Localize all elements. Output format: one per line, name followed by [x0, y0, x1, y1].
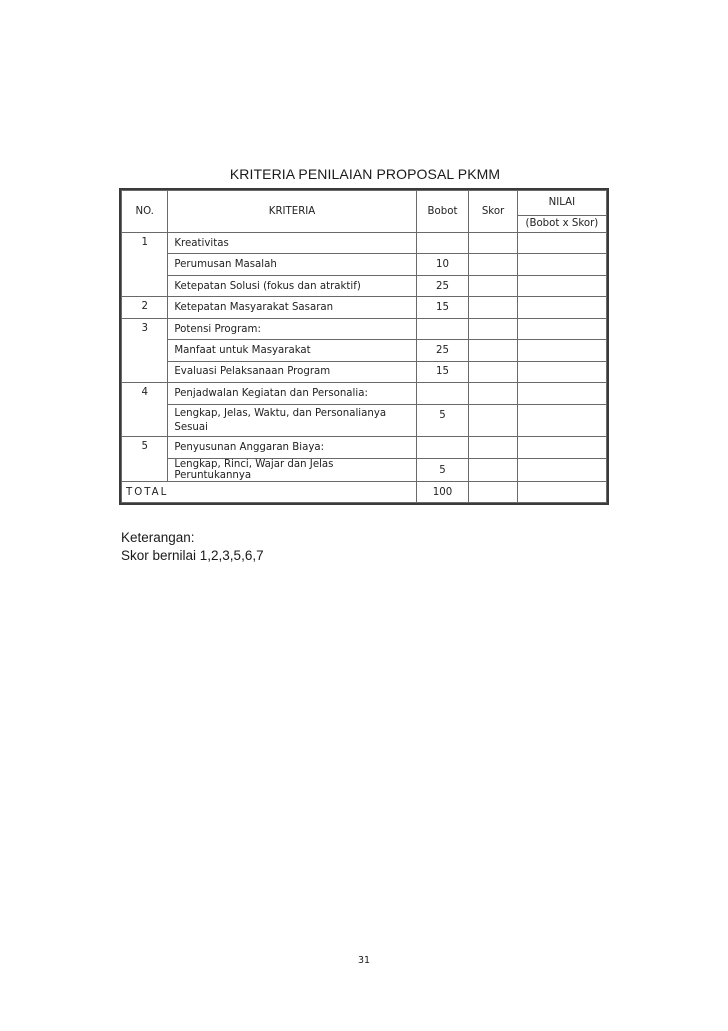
table-row: [122, 275, 607, 296]
table-row: [122, 297, 607, 318]
table-row: [122, 232, 607, 253]
nilai-cell[interactable]: [517, 297, 606, 318]
bobot-cell: [416, 318, 469, 339]
row-number: 2: [122, 297, 168, 318]
table-row: [122, 458, 607, 482]
skor-cell[interactable]: [469, 383, 517, 404]
bobot-cell: 5: [416, 458, 469, 482]
criteria-cell: Manfaat untuk Masyarakat: [168, 340, 416, 361]
bobot-cell: 25: [416, 340, 469, 361]
criteria-cell: Penjadwalan Kegiatan dan Personalia:: [168, 383, 416, 404]
bobot-cell: 5: [416, 404, 469, 437]
criteria-table: [119, 188, 609, 505]
skor-cell[interactable]: [469, 318, 517, 339]
total-row: [122, 482, 607, 503]
table-row: [122, 383, 607, 404]
nilai-cell[interactable]: [517, 318, 606, 339]
notes-section: [121, 529, 264, 565]
header-nilai: NILAI: [517, 191, 606, 216]
nilai-cell[interactable]: [517, 383, 606, 404]
skor-cell[interactable]: [469, 254, 517, 275]
nilai-cell[interactable]: [517, 404, 606, 437]
page-title: KRITERIA PENILAIAN PROPOSAL PKMM: [229, 166, 501, 182]
nilai-cell[interactable]: [517, 437, 606, 458]
skor-cell[interactable]: [469, 340, 517, 361]
skor-cell[interactable]: [469, 458, 517, 482]
notes-text: Skor bernilai 1,2,3,5,6,7: [121, 548, 264, 563]
skor-cell[interactable]: [469, 437, 517, 458]
total-bobot: 100: [416, 482, 469, 503]
total-skor-cell[interactable]: [469, 482, 517, 503]
skor-cell[interactable]: [469, 361, 517, 382]
bobot-cell: [416, 437, 469, 458]
table-row: [122, 361, 607, 382]
bobot-cell: [416, 232, 469, 253]
table-row: [122, 404, 607, 437]
row-number: 3: [122, 318, 168, 382]
bobot-cell: 15: [416, 361, 469, 382]
header-bobot: Bobot: [416, 191, 469, 233]
table-row: [122, 254, 607, 275]
criteria-cell: Lengkap, Jelas, Waktu, dan Personalianya Sesuai: [168, 404, 416, 437]
nilai-cell[interactable]: [517, 458, 606, 482]
criteria-cell: Evaluasi Pelaksanaan Program: [168, 361, 416, 382]
bobot-cell: [416, 383, 469, 404]
criteria-cell: Potensi Program:: [168, 318, 416, 339]
criteria-cell: Ketepatan Solusi (fokus dan atraktif): [168, 275, 416, 296]
skor-cell[interactable]: [469, 297, 517, 318]
header-kriteria: KRITERIA: [168, 191, 416, 233]
row-number: 4: [122, 383, 168, 437]
header-nilai-formula: (Bobot x Skor): [517, 215, 606, 232]
nilai-cell[interactable]: [517, 340, 606, 361]
table-row: [122, 340, 607, 361]
total-label: TOTAL: [122, 482, 417, 503]
nilai-cell[interactable]: [517, 275, 606, 296]
total-nilai-cell[interactable]: [517, 482, 606, 503]
skor-cell[interactable]: [469, 275, 517, 296]
nilai-cell[interactable]: [517, 254, 606, 275]
nilai-cell[interactable]: [517, 232, 606, 253]
bobot-cell: 15: [416, 297, 469, 318]
skor-cell[interactable]: [469, 404, 517, 437]
row-number: 5: [122, 437, 168, 482]
criteria-cell: Kreativitas: [168, 232, 416, 253]
page-number: 31: [357, 955, 371, 966]
bobot-cell: 10: [416, 254, 469, 275]
criteria-cell: Penyusunan Anggaran Biaya:: [168, 437, 416, 458]
notes-heading: Keterangan:: [121, 530, 195, 545]
nilai-cell[interactable]: [517, 361, 606, 382]
row-number: 1: [122, 232, 168, 296]
table-row: [122, 437, 607, 458]
criteria-cell: Ketepatan Masyarakat Sasaran: [168, 297, 416, 318]
header-skor: Skor: [469, 191, 517, 233]
skor-cell[interactable]: [469, 232, 517, 253]
table-row: [122, 318, 607, 339]
header-no: NO.: [122, 191, 168, 233]
criteria-cell: Lengkap, Rinci, Wajar dan Jelas Peruntukannya: [168, 458, 416, 482]
criteria-cell: Perumusan Masalah: [168, 254, 416, 275]
bobot-cell: 25: [416, 275, 469, 296]
